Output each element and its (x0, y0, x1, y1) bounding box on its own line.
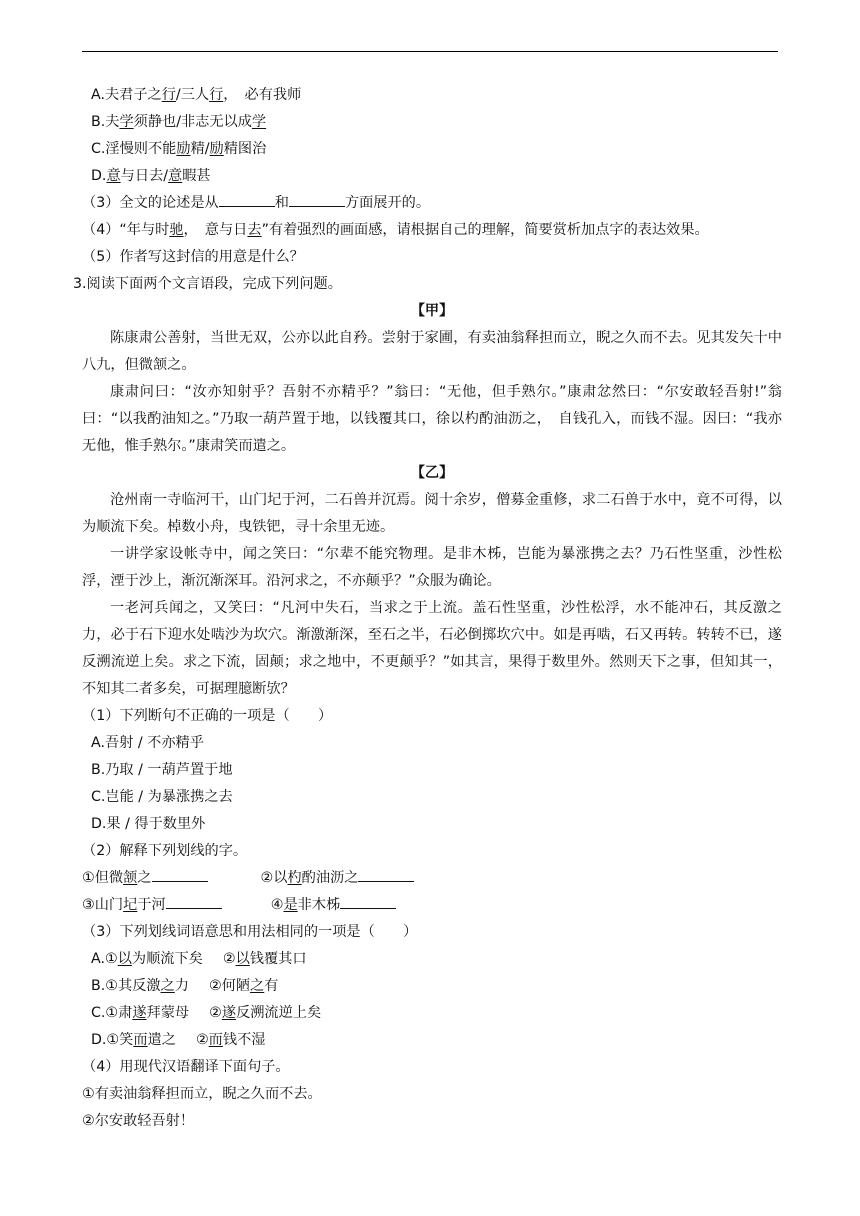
option-d: D.意与日去/意暇甚 (91, 168, 211, 184)
section-3-intro: 3.阅读下面两个文言语段，完成下列问题。 (73, 276, 342, 292)
passage-jia-paragraph: 陈康肃公善射，当世无双，公亦以此自矜。尝射于家圃，有卖油翁释担而立，睨之久而不去。见其发矢十中八九，但微颔之。 (82, 330, 782, 373)
translate-sentence: ①有卖油翁释担而立，睨之久而不去。 (82, 1086, 322, 1102)
answer-blank (358, 867, 414, 882)
s3-question-3: （3）下列划线词语意思和用法相同的一项是（ ） (82, 924, 418, 940)
question-4: （4）“年与时驰， 意与日去”有着强烈的画面感，请根据自己的理解，简要赏析加点字的表达效果。 (82, 222, 709, 238)
answer-blank (219, 192, 275, 207)
s3-question-1: （1）下列断句不正确的一项是（ ） (82, 708, 333, 724)
word-item-row: ③山门圮于河 ④是非木柹 (82, 892, 782, 919)
answer-blank (166, 894, 222, 909)
answer-blank (340, 894, 396, 909)
option-d: D.果 / 得于数里外 (91, 816, 206, 832)
answer-blank (289, 192, 345, 207)
option-c: C.①肃遂拜蒙母 ②遂反溯流逆上矣 (91, 1005, 322, 1021)
option-a: A.夫君子之行/三人行， 必有我师 (91, 87, 302, 103)
passage-yi-title: 【乙】 (410, 465, 454, 481)
passage-yi-paragraph: 沧州南一寺临河干，山门圮于河，二石兽并沉焉。阅十余岁，僧募金重修，求二石兽于水中，竟不可得，以为顺流下矣。棹数小舟，曳铁钯，寻十余里无迹。 (82, 492, 782, 535)
option-b: B.①其反激之力 ②何陋之有 (91, 978, 279, 994)
question-3: （3）全文的论述是从 和 方面展开的。 (82, 190, 782, 217)
question-5: （5）作者写这封信的用意是什么？ (82, 249, 304, 265)
option-b: B.夫学须静也/非志无以成学 (91, 114, 267, 130)
option-b: B.乃取 / 一葫芦置于地 (91, 762, 233, 778)
option-a: A.①以为顺流下矣 ②以钱覆其口 (91, 951, 307, 967)
passage-yi-paragraph: 一讲学家设帐寺中，闻之笑曰：“尔辈不能究物理。是非木柹，岂能为暴涨携之去？乃石性坚重，沙性松浮，湮于沙上，渐沉渐深耳。沿河求之，不亦颠乎？”众服为确论。 (82, 546, 782, 589)
passage-yi-paragraph: 一老河兵闻之，又笑曰：“凡河中失石，当求之于上流。盖石性坚重，沙性松浮，水不能冲石，其反激之力，必于石下迎水处啮沙为坎穴。渐激渐深，至石之半，石必倒掷坎穴中。如是再啮，石又再转。转转不已，遂反溯流逆上矣。求之下流，固颠；求之地中，不更颠乎？”如其言，果得于数里外。然则天下之事，但知其一，不知其二者多矣，可据理臆断欤？ (82, 600, 782, 697)
option-c: C.岂能 / 为暴涨携之去 (91, 789, 233, 805)
header-rule (82, 51, 778, 52)
option-d: D.①笑而遣之 ②而钱不湿 (91, 1032, 266, 1048)
word-item-row: ①但微颔之 ②以杓酌油沥之 (82, 865, 782, 892)
option-a: A.吾射 / 不亦精乎 (91, 735, 204, 751)
passage-jia-paragraph: 康肃问曰：“汝亦知射乎？吾射不亦精乎？”翁曰：“无他，但手熟尔。”康肃忿然曰：“尔安敢轻吾射!”翁曰：“以我酌油知之。”乃取一葫芦置于地，以钱覆其口，徐以杓酌油沥之， 自钱孔入，而钱不湿。因曰：“我亦无他，惟手熟尔。”康肃笑而遣之。 (82, 384, 782, 454)
s3-question-2: （2）解释下列划线的字。 (82, 843, 248, 859)
answer-blank (152, 867, 208, 882)
passage-jia-title: 【甲】 (410, 303, 454, 319)
document-page (73, 82, 782, 1135)
s3-question-4: （4）用现代汉语翻译下面句子。 (82, 1059, 290, 1075)
translate-sentence: ②尔安敢轻吾射！ (82, 1113, 195, 1129)
option-c: C.淫慢则不能励精/励精图治 (91, 141, 267, 157)
